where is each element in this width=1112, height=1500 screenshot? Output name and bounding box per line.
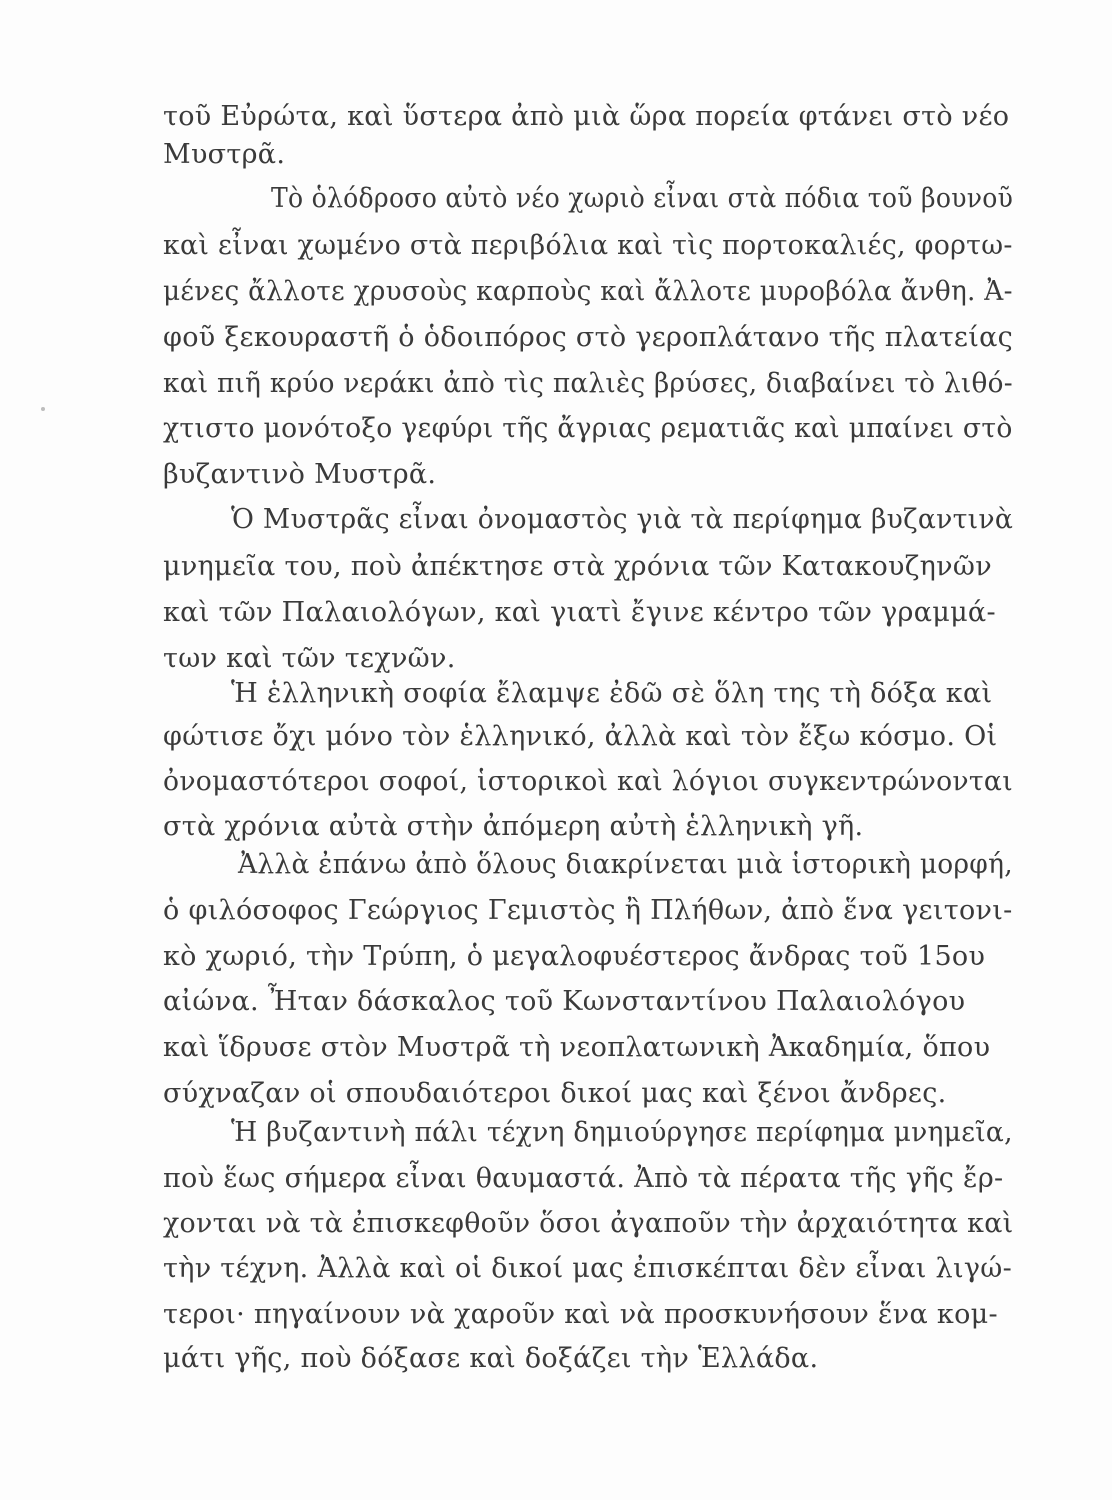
text-line: ὀνομαστότεροι σοφοί, ἱστορικοὶ καὶ λόγιοι συγκεντρώνονται [163, 766, 1013, 797]
text-line: των καὶ τῶν τεχνῶν. [163, 643, 456, 674]
text-line: μάτι γῆς, ποὺ δόξασε καὶ δοξάζει τὴν Ἑλλάδα. [163, 1343, 819, 1374]
text-line: φώτισε ὄχι μόνο τὸν ἑλληνικό, ἀλλὰ καὶ τὸν ἔξω κόσμο. Οἱ [163, 721, 998, 752]
text-line: κὸ χωριό, τὴν Τρύπη, ὁ μεγαλοφυέστερος ἄνδρας τοῦ 15ου [163, 941, 986, 972]
text-line: μνημεῖα του, ποὺ ἀπέκτησε στὰ χρόνια τῶν Κατακουζηνῶν [163, 551, 992, 582]
text-line: βυζαντινὸ Μυστρᾶ. [163, 459, 437, 490]
text-line: καὶ πιῆ κρύο νεράκι ἀπὸ τὶς παλιὲς βρύσες, διαβαίνει τὸ λιθό- [163, 368, 1013, 399]
text-line: στὰ χρόνια αὐτὰ στὴν ἀπόμερη αὐτὴ ἑλληνικὴ γῆ. [163, 811, 864, 842]
text-line: φοῦ ξεκουραστῆ ὁ ὁδοιπόρος στὸ γεροπλάτανο τῆς πλατείας [163, 322, 1014, 353]
text-line: μένες ἄλλοτε χρυσοὺς καρποὺς καὶ ἄλλοτε μυροβόλα ἄνθη. Ἀ- [163, 276, 1013, 307]
text-line: ποὺ ἕως σήμερα εἶναι θαυμαστά. Ἀπὸ τὰ πέρατα τῆς γῆς ἔρ- [163, 1163, 1004, 1194]
text-line: τὴν τέχνη. Ἀλλὰ καὶ οἱ δικοί μας ἐπισκέπται δὲν εἶναι λιγώ- [163, 1253, 1013, 1284]
text-line: καὶ τῶν Παλαιολόγων, καὶ γιατὶ ἔγινε κέντρο τῶν γραμμά- [163, 597, 996, 628]
text-line: Τὸ ὁλόδροσο αὐτὸ νέο χωριὸ εἶναι στὰ πόδια τοῦ βουνοῦ [271, 183, 1014, 214]
text-line: καὶ εἶναι χωμένο στὰ περιβόλια καὶ τὶς πορτοκαλιές, φορτω- [163, 230, 1013, 261]
text-line: Ἡ βυζαντινὴ πάλι τέχνη δημιούργησε περίφημα μνημεῖα, [231, 1117, 1013, 1148]
text-line: τοῦ Εὐρώτα, καὶ ὕστερα ἀπὸ μιὰ ὥρα πορεία φτάνει στὸ νέο [163, 101, 1010, 132]
text-line: Ἀλλὰ ἐπάνω ἀπὸ ὅλους διακρίνεται μιὰ ἱστορικὴ μορφή, [238, 849, 1013, 880]
scan-speck [41, 407, 45, 411]
text-line: χτιστο μονότοξο γεφύρι τῆς ἄγριας ρεματιᾶς καὶ μπαίνει στὸ [163, 413, 1013, 444]
text-line: ὁ φιλόσοφος Γεώργιος Γεμιστὸς ἢ Πλήθων, ἀπὸ ἕνα γειτονι- [163, 895, 1013, 926]
text-line: τεροι· πηγαίνουν νὰ χαροῦν καὶ νὰ προσκυνήσουν ἕνα κομ- [163, 1299, 998, 1330]
text-line: σύχναζαν οἱ σπουδαιότεροι δικοί μας καὶ ξένοι ἄνδρες. [163, 1078, 947, 1109]
text-line: Ὁ Μυστρᾶς εἶναι ὀνομαστὸς γιὰ τὰ περίφημα βυζαντινὰ [231, 504, 1014, 535]
text-line: Μυστρᾶ. [163, 139, 286, 170]
text-line: Ἡ ἑλληνικὴ σοφία ἔλαμψε ἐδῶ σὲ ὅλη της τὴ δόξα καὶ [231, 678, 993, 709]
text-line: καὶ ἵδρυσε στὸν Μυστρᾶ τὴ νεοπλατωνικὴ Ἀκαδημία, ὅπου [163, 1032, 991, 1063]
text-line: αἰώνα. Ἦταν δάσκαλος τοῦ Κωνσταντίνου Παλαιολόγου [163, 986, 966, 1017]
text-line: χονται νὰ τὰ ἐπισκεφθοῦν ὅσοι ἀγαποῦν τὴν ἀρχαιότητα καὶ [163, 1208, 1014, 1239]
